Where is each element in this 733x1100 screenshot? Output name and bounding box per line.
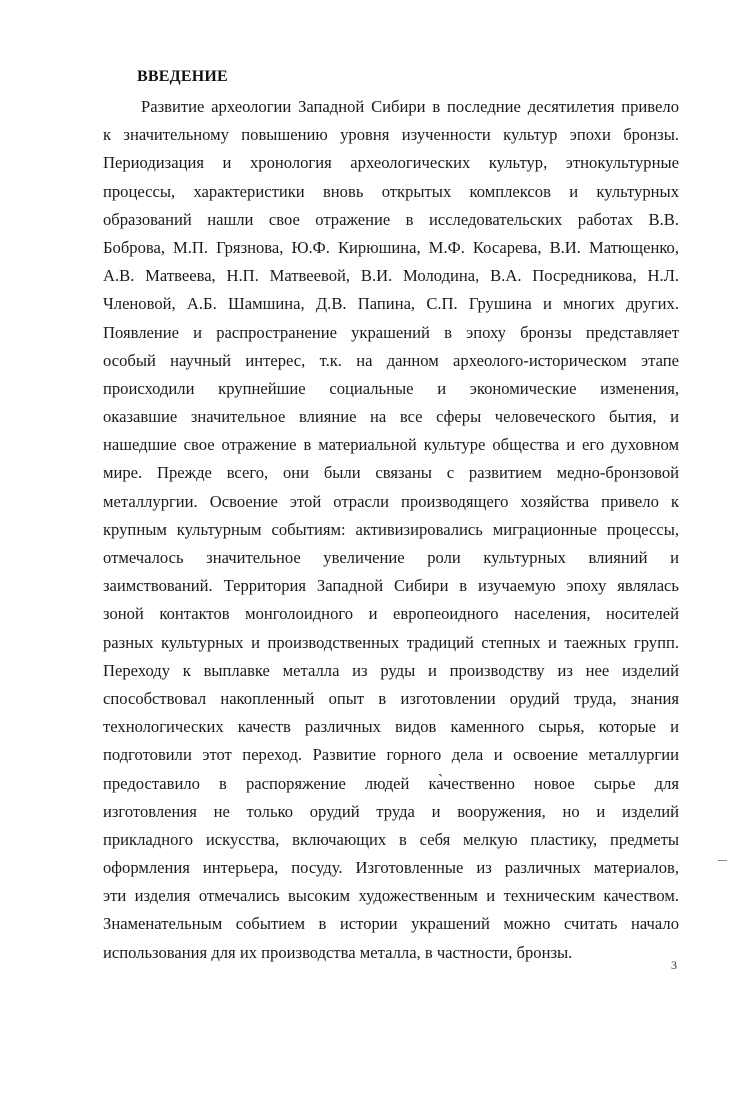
text-line: использования для их производства металла, в частности, бронзы.	[103, 942, 573, 962]
text-line: металлургии. Освоение этой отрасли производящего хозяйства привело к	[103, 491, 679, 511]
text-line: оказавшие значительное влияние на все сферы человеческого бытия, и	[103, 407, 679, 427]
text-line: заимствований. Территория Западной Сибири в изучаемую эпоху являлась	[103, 576, 679, 596]
text-line: процессы, характеристики вновь открытых комплексов и культурных	[103, 181, 679, 201]
text-line: особый научный интерес, т.к. на данном археолого-историческом этапе	[103, 350, 679, 370]
text-line: подготовили этот переход. Развитие горного дела и освоение металлургии	[103, 745, 679, 765]
page-number: 3	[671, 958, 677, 972]
text-line: Боброва, М.П. Грязнова, Ю.Ф. Кирюшина, М.Ф. Косарева, В.И. Матющенко,	[103, 237, 679, 257]
text-line: нашедшие свое отражение в материальной культуре общества и его духовном	[103, 435, 679, 455]
text-line: мире. Прежде всего, они были связаны с развитием медно-бронзовой	[103, 463, 679, 483]
text-line: Развитие археологии Западной Сибири в последние десятилетия привело	[141, 97, 679, 116]
text-line: зоной контактов монголоидного и европеоидного населения, носителей	[103, 604, 679, 624]
text-line: способствовал накопленный опыт в изготовлении орудий труда, знания	[103, 688, 679, 708]
text-line: образований нашли свое отражение в исследовательских работах В.В.	[103, 209, 679, 229]
text-line: А.В. Матвеева, Н.П. Матвеевой, В.И. Молодина, В.А. Посредникова, Н.Л.	[103, 266, 679, 286]
text-line: крупным культурным событиям: активизировались миграционные процессы,	[103, 519, 679, 539]
text-line: Появление и распространение украшений в эпоху бронзы представляет	[103, 322, 679, 342]
margin-mark	[718, 860, 727, 861]
text-line: отмечалось значительное увеличение роли культурных влияний и	[103, 548, 679, 567]
text-line: прикладного искусства, включающих в себя мелкую пластику, предметы	[103, 829, 679, 849]
text-line: происходили крупнейшие социальные и экономические изменения,	[103, 378, 679, 398]
text-line: Переходу к выплавке металла из руды и производству из нее изделий	[103, 660, 679, 680]
page-heading: ВВЕДЕНИЕ	[137, 68, 228, 85]
text-line: предоставило в распоряжение людей ка̀чественно новое сырье для	[103, 773, 679, 793]
text-line: к значительному повышению уровня изученности культур эпохи бронзы.	[103, 125, 679, 145]
text-line: технологических качеств различных видов каменного сырья, которые и	[103, 717, 679, 737]
text-line: эти изделия отмечались высоким художественным и техническим качеством.	[103, 886, 679, 906]
text-line: Знаменательным событием в истории украшений можно считать начало	[103, 914, 679, 934]
text-line: оформления интерьера, посуду. Изготовленные из различных материалов,	[103, 858, 679, 878]
text-line: разных культурных и производственных традиций степных и таежных групп.	[103, 632, 679, 652]
text-line: изготовления не только орудий труда и вооружения, но и изделий	[103, 801, 679, 821]
text-line: Членовой, А.Б. Шамшина, Д.В. Папина, С.П. Грушина и многих других.	[103, 294, 679, 314]
text-line: Периодизация и хронология археологических культур, этнокультурные	[103, 153, 679, 173]
intro-paragraph	[103, 93, 679, 967]
